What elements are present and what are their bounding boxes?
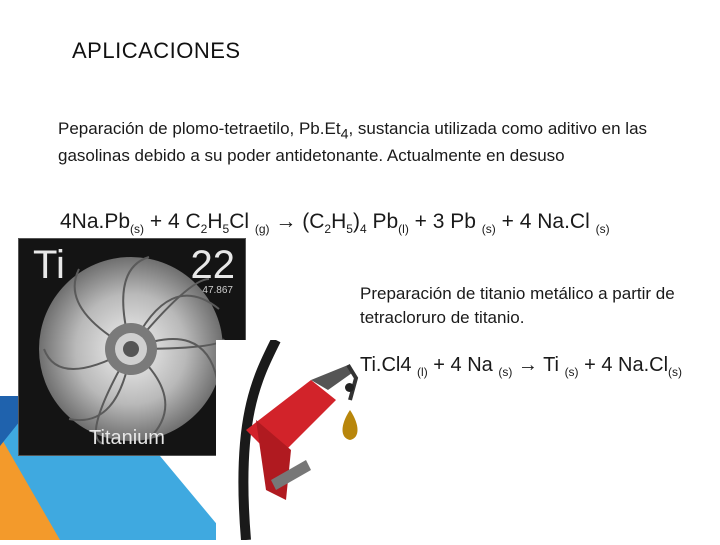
bullet-dot [345, 383, 354, 392]
fuel-nozzle-image [216, 340, 364, 540]
fuel-nozzle-icon [216, 340, 364, 540]
paragraph-tetraethyl-lead: Peparación de plomo-tetraetilo, $Pb.Et_4$, sustancia utilizada como aditivo en las gasolinas debido a su poder antidetonante. Actualmente en desuso [58, 119, 648, 166]
titanium-element-tile [18, 238, 246, 456]
slide-title: APLICACIONES [72, 38, 241, 63]
paragraph-titanium: Preparación de titanio metálico a partir de tetracloruro de titanio. [360, 284, 675, 327]
element-name: Titanium [89, 427, 165, 449]
atomic-number: 22 [190, 243, 235, 287]
equation-titanium: Ti.Cl4 $_{(l)}$ + 4 Na $_{(s)}$ → Ti $_{(s)}$ + 4 $Na.Cl_{(s)}$ [360, 354, 683, 379]
atomic-mass: 47.867 [202, 285, 233, 296]
element-symbol: Ti [33, 243, 65, 287]
equation-tetraethyl-lead: $4Na.Pb_{(s)} + 4$ $C_2H_5Cl$ $_{(g)} \to (C_2H_5)_4$ $Pb_{(l)} + 3$ Pb $_{(s)}$ + 4 Na.Cl $_{(s)}$ [60, 210, 610, 237]
